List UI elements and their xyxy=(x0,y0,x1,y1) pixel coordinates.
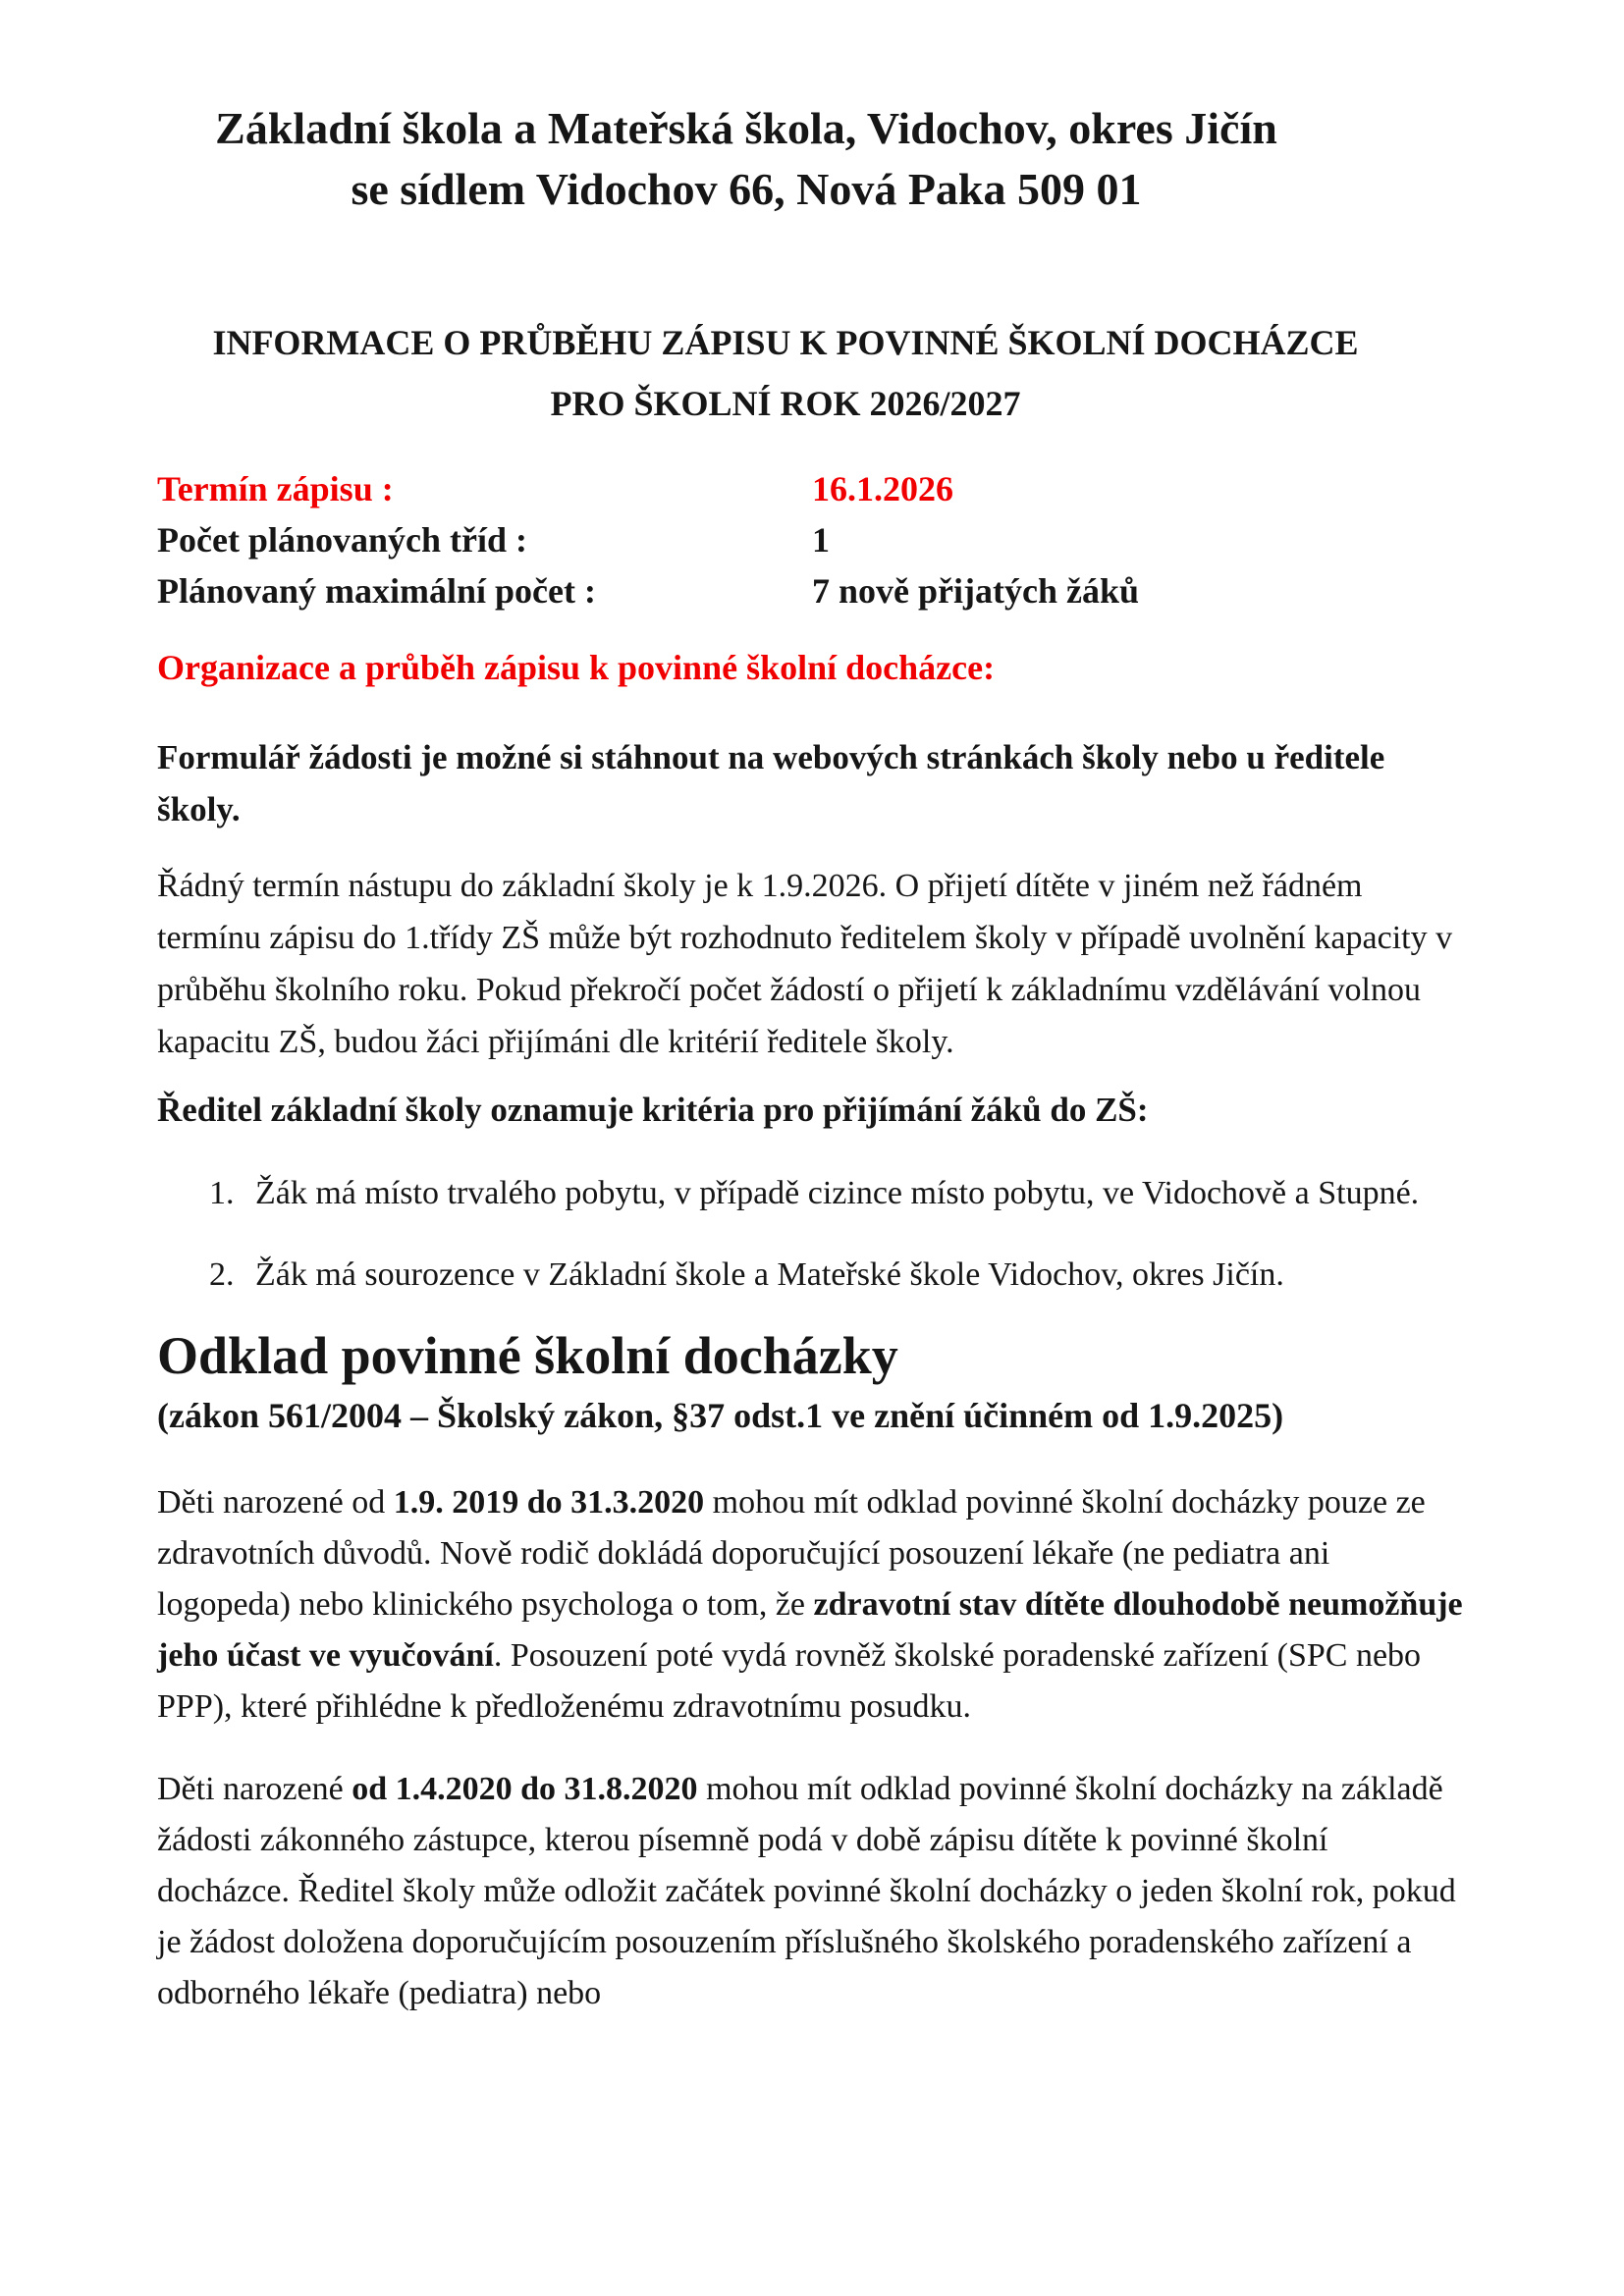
list-item-1 xyxy=(157,1167,1467,1219)
heading-odklad: Odklad povinné školní docházky xyxy=(157,1326,898,1385)
section-heading-organizace: Organizace a průběh zápisu k povinné školní docházce: xyxy=(157,648,996,687)
paragraph-radny-termin: Řádný termín nástupu do základní školy je k 1.9.2026. O přijetí dítěte v jiném než řádném termínu zápisu do 1.třídy ZŠ může být rozhodnuto ředitelem školy v případě uvolnění kapacity v průběhu školního roku. Pokud překročí počet žádostí o přijetí k základnímu vzdělávání volnou kapacitu ZŠ, budou žáci přijímáni dle kritérií ředitele školy. xyxy=(157,868,1453,1060)
info-value-termin: 16.1.2026 xyxy=(812,469,953,508)
school-title-line2: se sídlem Vidochov 66, Nová Paka 509 01 xyxy=(351,164,1142,214)
list-item-2 xyxy=(157,1249,1467,1301)
info-row-termin xyxy=(157,463,1467,514)
announcement-line1: INFORMACE O PRŮBĚHU ZÁPISU K POVINNÉ ŠKOLNÍ DOCHÁZCE xyxy=(212,323,1359,362)
school-title-line1: Základní škola a Mateřská škola, Vidochov, okres Jičín xyxy=(215,103,1277,153)
info-value-max-pocet: 7 nově přijatých žáků xyxy=(812,571,1139,611)
announcement-line2: PRO ŠKOLNÍ ROK 2026/2027 xyxy=(550,384,1021,423)
info-label-pocet-trid: Počet plánovaných tříd : xyxy=(157,520,527,560)
enrollment-info-table xyxy=(157,463,1467,616)
list-item-1-text: Žák má místo trvalého pobytu, v případě cizince místo pobytu, ve Vidochově a Stupné. xyxy=(255,1175,1420,1211)
paragraph-odklad-1: Děti narozené od 1.9. 2019 do 31.3.2020 mohou mít odklad povinné školní docházky pouze ze zdravotních důvodů. Nově rodič dokládá doporučující posouzení lékaře (ne pediatra ani logopeda) nebo klinického psychologa o tom, že zdravotní stav dítěte dlouhodobě neumožňuje jeho účast ve vyučování. Posouzení poté vydá rovněž školské poradenské zařízení (SPC nebo PPP), které přihlédne k předloženému zdravotnímu posudku. xyxy=(157,1484,1463,1725)
heading-kriteria: Ředitel základní školy oznamuje kritéria pro přijímání žáků do ZŠ: xyxy=(157,1091,1149,1129)
list-item-2-number: 2. xyxy=(209,1256,235,1293)
info-row-max-pocet xyxy=(157,565,1467,616)
paragraph-formular: Formulář žádosti je možné si stáhnout na webových stránkách školy nebo u ředitele školy. xyxy=(157,738,1385,828)
info-row-pocet-trid xyxy=(157,514,1467,565)
subheading-zakon: (zákon 561/2004 – Školský zákon, §37 odst.1 ve znění účinném od 1.9.2025) xyxy=(157,1396,1284,1435)
info-value-pocet-trid: 1 xyxy=(812,520,830,560)
announcement-heading xyxy=(157,312,1414,434)
school-title xyxy=(157,98,1335,220)
kriteria-list xyxy=(157,1167,1467,1301)
info-label-max-pocet: Plánovaný maximální počet : xyxy=(157,571,596,611)
list-item-2-text: Žák má sourozence v Základní škole a Mateřské škole Vidochov, okres Jičín. xyxy=(255,1256,1284,1293)
info-label-termin: Termín zápisu : xyxy=(157,469,394,508)
paragraph-odklad-2: Děti narozené od 1.4.2020 do 31.8.2020 mohou mít odklad povinné školní docházky na základě žádosti zákonného zástupce, kterou písemně podá v době zápisu dítěte k povinné školní docházce. Ředitel školy může odložit začátek povinné školní docházky o jeden školní rok, pokud je žádost doložena doporučujícím posouzením příslušného školského poradenského zařízení a odborného lékaře (pediatra) nebo xyxy=(157,1771,1456,2011)
list-item-1-number: 1. xyxy=(209,1175,235,1211)
